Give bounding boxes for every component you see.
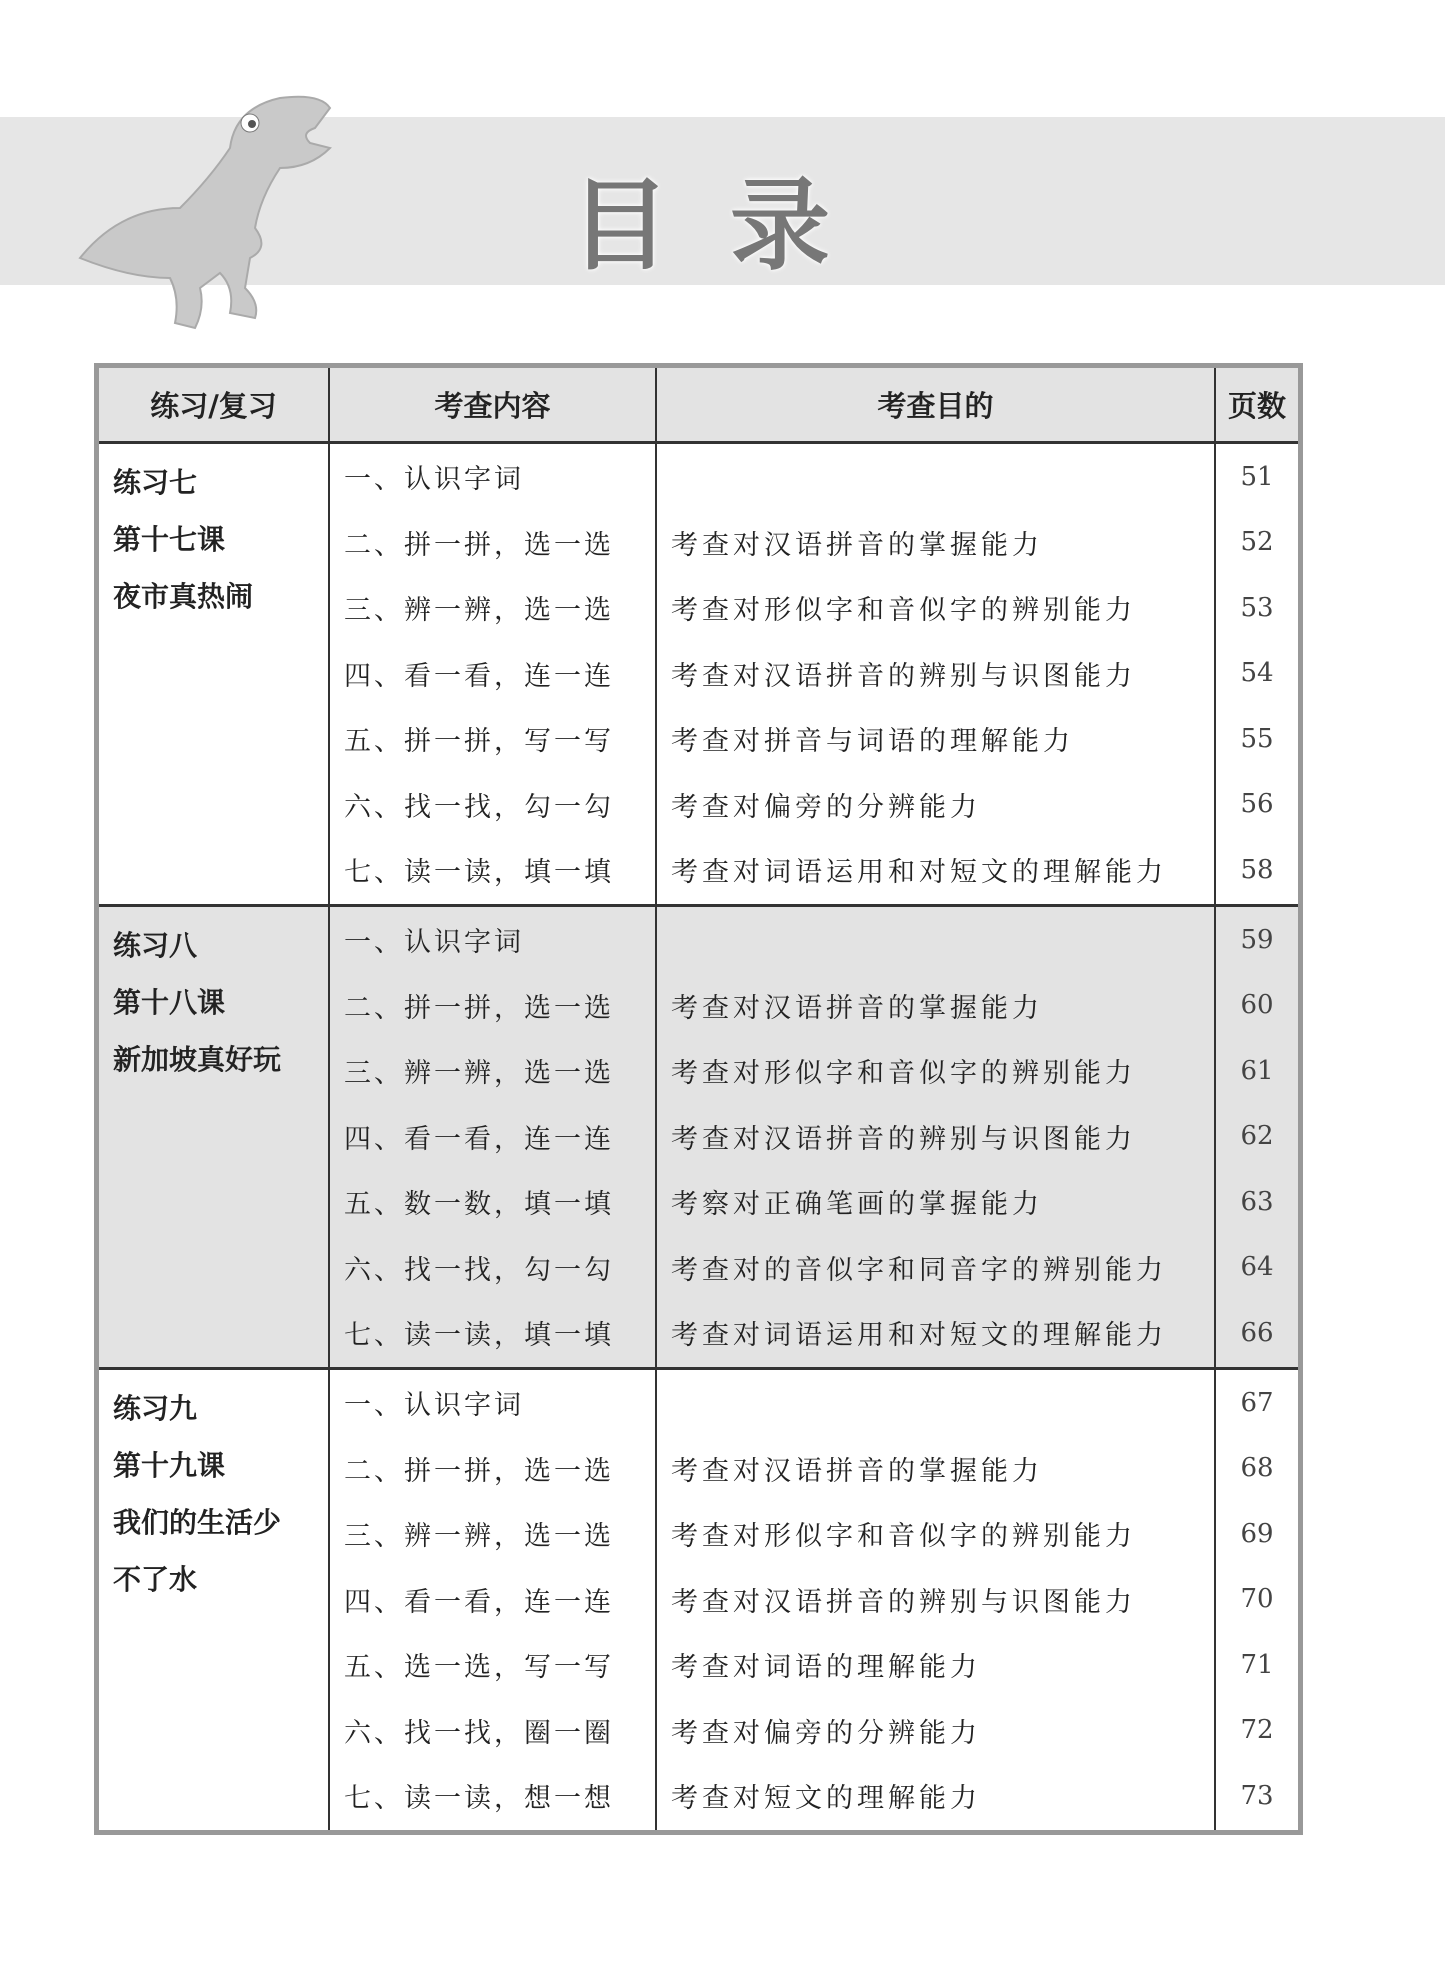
toc-purpose-item: 考查对拼音与词语的理解能力: [671, 726, 1074, 758]
toc-purpose-item: [657, 444, 1214, 510]
toc-page-number[interactable]: 54: [1240, 658, 1274, 689]
toc-page-number[interactable]: 68: [1240, 1453, 1274, 1484]
lesson-cell: [99, 1370, 330, 1830]
toc-section: [99, 907, 1298, 1370]
toc-page-number[interactable]: 70: [1240, 1584, 1274, 1615]
toc-content-item[interactable]: 二、拼一拼，选一选: [344, 529, 614, 561]
toc-page-number[interactable]: 67: [1240, 1387, 1274, 1418]
toc-section: [99, 1370, 1298, 1830]
toc-page-number[interactable]: 62: [1240, 1121, 1274, 1152]
toc-page-number[interactable]: 61: [1240, 1055, 1274, 1086]
lesson-label: 我们的生活少: [113, 1506, 282, 1539]
toc-page-number[interactable]: 55: [1240, 723, 1274, 754]
lesson-label: 练习七: [113, 466, 198, 499]
toc-page-number[interactable]: 66: [1240, 1317, 1274, 1348]
lesson-cell: [99, 907, 330, 1367]
toc-purpose-item: 考查对的音似字和同音字的辨别能力: [671, 1254, 1167, 1286]
toc-content-item[interactable]: 四、看一看，连一连: [344, 1123, 614, 1155]
content-column: [330, 1370, 657, 1830]
toc-content-item[interactable]: 七、读一读，想一想: [344, 1783, 614, 1815]
toc-page-number[interactable]: 58: [1240, 854, 1274, 885]
toc-page-number[interactable]: 51: [1240, 461, 1274, 492]
toc-content-item[interactable]: 六、找一找，勾一勾: [344, 1254, 614, 1286]
toc-purpose-item: 考查对偏旁的分辨能力: [671, 1717, 981, 1749]
toc-purpose-item: 考查对形似字和音似字的辨别能力: [671, 595, 1136, 627]
toc-content-item[interactable]: 一、认识字词: [344, 927, 524, 959]
lesson-label: 练习八: [113, 929, 198, 962]
toc-purpose-item: 考查对汉语拼音的辨别与识图能力: [671, 1123, 1136, 1155]
toc-content-item[interactable]: 一、认识字词: [344, 1390, 524, 1422]
toc-page-number[interactable]: 73: [1240, 1780, 1274, 1811]
toc-purpose-item: [657, 907, 1214, 973]
toc-page-number[interactable]: 72: [1240, 1715, 1274, 1746]
header-content: 考查内容: [330, 368, 657, 441]
toc-purpose-item: 考查对词语运用和对短文的理解能力: [671, 1320, 1167, 1352]
lesson-label: 第十八课: [113, 986, 226, 1019]
table-of-contents: [94, 363, 1303, 1835]
toc-page-number[interactable]: 69: [1240, 1518, 1274, 1549]
toc-purpose-item: 考查对形似字和音似字的辨别能力: [671, 1058, 1136, 1090]
lesson-cell: [99, 444, 330, 904]
toc-page-number[interactable]: 53: [1240, 592, 1274, 623]
lesson-label: 第十七课: [113, 523, 226, 556]
toc-page-number[interactable]: 52: [1240, 527, 1274, 558]
toc-purpose-item: 考查对汉语拼音的辨别与识图能力: [671, 660, 1136, 692]
toc-content-item[interactable]: 一、认识字词: [344, 464, 524, 496]
header-exercise: 练习/复习: [99, 368, 330, 441]
toc-content-item[interactable]: 三、辨一辨，选一选: [344, 1521, 614, 1553]
toc-content-item[interactable]: 二、拼一拼，选一选: [344, 1455, 614, 1487]
toc-content-item[interactable]: 四、看一看，连一连: [344, 1586, 614, 1618]
toc-page-number[interactable]: 60: [1240, 990, 1274, 1021]
toc-content-item[interactable]: 六、找一找，勾一勾: [344, 791, 614, 823]
dinosaur-illustration: [60, 88, 360, 338]
toc-purpose-item: [657, 1370, 1214, 1436]
lesson-label: 第十九课: [113, 1449, 226, 1482]
toc-purpose-item: 考查对汉语拼音的掌握能力: [671, 1455, 1043, 1487]
toc-content-item[interactable]: 六、找一找，圈一圈: [344, 1717, 614, 1749]
toc-purpose-item: 考查对偏旁的分辨能力: [671, 791, 981, 823]
lesson-label: 新加坡真好玩: [113, 1043, 282, 1076]
toc-content-item[interactable]: 五、数一数，填一填: [344, 1189, 614, 1221]
page-column: [1216, 1370, 1298, 1830]
toc-content-item[interactable]: 三、辨一辨，选一选: [344, 595, 614, 627]
page-title: 目录: [570, 167, 890, 284]
toc-page-number[interactable]: 63: [1240, 1186, 1274, 1217]
purpose-column: [657, 907, 1216, 1367]
toc-page-number[interactable]: 64: [1240, 1252, 1274, 1283]
content-column: [330, 444, 657, 904]
toc-purpose-item: 考查对词语运用和对短文的理解能力: [671, 857, 1167, 889]
toc-content-item[interactable]: 四、看一看，连一连: [344, 660, 614, 692]
toc-page-number[interactable]: 59: [1240, 924, 1274, 955]
toc-page-number[interactable]: 71: [1240, 1649, 1274, 1680]
content-column: [330, 907, 657, 1367]
toc-purpose-item: 考查对词语的理解能力: [671, 1652, 981, 1684]
toc-content-item[interactable]: 五、拼一拼，写一写: [344, 726, 614, 758]
page-column: [1216, 444, 1298, 904]
toc-content-item[interactable]: 二、拼一拼，选一选: [344, 992, 614, 1024]
toc-section: [99, 444, 1298, 907]
toc-purpose-item: 考查对形似字和音似字的辨别能力: [671, 1521, 1136, 1553]
toc-purpose-item: 考查对汉语拼音的掌握能力: [671, 992, 1043, 1024]
toc-content-item[interactable]: 七、读一读，填一填: [344, 857, 614, 889]
toc-content-item[interactable]: 五、选一选，写一写: [344, 1652, 614, 1684]
lesson-label: 夜市真热闹: [113, 580, 254, 613]
lesson-label: 练习九: [113, 1392, 198, 1425]
header-purpose: 考查目的: [657, 368, 1216, 441]
toc-purpose-item: 考查对短文的理解能力: [671, 1783, 981, 1815]
header-page: 页数: [1227, 389, 1286, 423]
toc-purpose-item: 考查对汉语拼音的辨别与识图能力: [671, 1586, 1136, 1618]
toc-content-item[interactable]: 七、读一读，填一填: [344, 1320, 614, 1352]
purpose-column: [657, 444, 1216, 904]
toc-purpose-item: 考查对汉语拼音的掌握能力: [671, 529, 1043, 561]
table-header: [99, 368, 1298, 444]
lesson-label: 不了水: [113, 1563, 198, 1596]
page-column: [1216, 907, 1298, 1367]
purpose-column: [657, 1370, 1216, 1830]
toc-content-item[interactable]: 三、辨一辨，选一选: [344, 1058, 614, 1090]
toc-page-number[interactable]: 56: [1240, 789, 1274, 820]
toc-purpose-item: 考察对正确笔画的掌握能力: [671, 1189, 1043, 1221]
